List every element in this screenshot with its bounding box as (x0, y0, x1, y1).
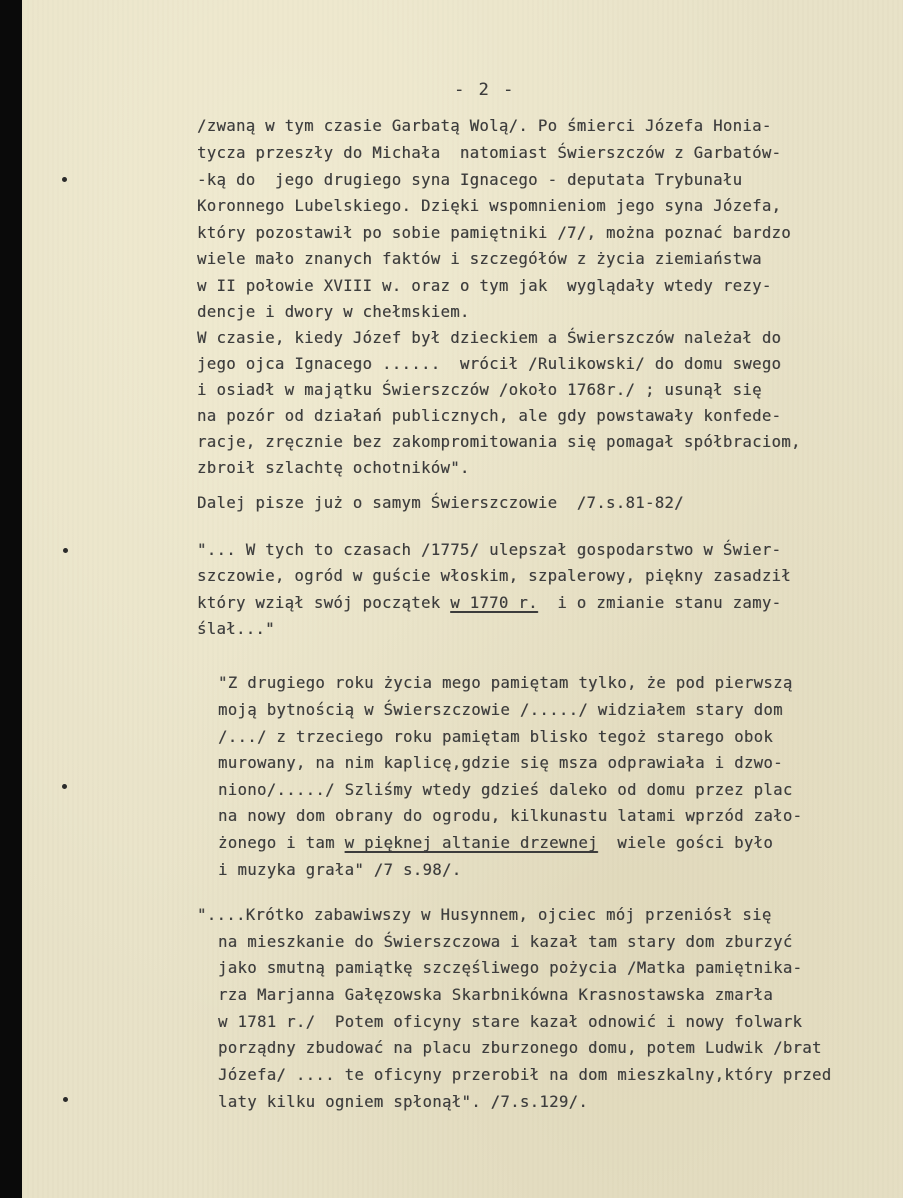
quote-line: "Z drugiego roku życia mego pamiętam tylko, że pod pierwszą (218, 674, 793, 692)
text-line: w II połowie XVIII w. oraz o tym jak wyglądały wtedy rezy- (197, 277, 772, 295)
quote-line: murowany, na nim kaplicę,gdzie się msza odprawiała i dzwo- (218, 754, 783, 772)
quote-line: ślał..." (197, 620, 275, 638)
quote-line-start: żonego i tam (218, 834, 345, 852)
quote-line: "... W tych to czasach /1775/ ulepszał gospodarstwo w Świer- (197, 541, 782, 559)
text-line: /zwaną w tym czasie Garbatą Wolą/. Po śmierci Józefa Honia- (197, 117, 772, 135)
quote-line: na mieszkanie do Świerszczowa i kazał tam stary dom zburzyć (218, 933, 793, 951)
text-line: i osiadł w majątku Świerszczów /około 1768r./ ; usunął się (197, 381, 762, 399)
quote-line (197, 596, 781, 612)
quote-line: laty kilku ogniem spłonął". /7.s.129/. (218, 1093, 589, 1111)
text-line: zbroił szlachtę ochotników". (197, 459, 470, 477)
quote-line: Józefa/ .... te oficyny przerobił na dom mieszkalny,który przed (218, 1066, 832, 1084)
text-line: który pozostawił po sobie pamiętniki /7/, można poznać bardzo (197, 224, 792, 242)
text-line: jego ojca Ignacego ...... wrócił /Rulikowski/ do domu swego (197, 355, 782, 373)
quote-line-start: który wziął swój początek (197, 594, 451, 612)
text-line: Dalej pisze już o samym Świerszczowie /7.s.81-82/ (197, 494, 684, 512)
text-line: Koronnego Lubelskiego. Dzięki wspomnieniom jego syna Józefa, (197, 197, 782, 215)
quote-line-end: wiele gości było (597, 834, 774, 852)
text-line: dencje i dwory w chełmskiem. (197, 303, 470, 321)
quote-line: szczowie, ogród w guście włoskim, szpalerowy, piękny zasadził (197, 567, 792, 585)
quote-line: i muzyka grała" /7 s.98/. (218, 861, 462, 879)
text-line: wiele mało znanych faktów i szczegółów z życia ziemiaństwa (197, 250, 762, 268)
text-line: tycza przeszły do Michała natomiast Świerszczów z Garbatów- (197, 144, 782, 162)
quote-line: na nowy dom obrany do ogrodu, kilkunastu latami wprzód zało- (218, 807, 803, 825)
quote-line (218, 836, 773, 852)
quote-line: /.../ z trzeciego roku pamiętam blisko tegoż starego obok (218, 728, 774, 746)
quote-line: jako smutną pamiątkę szczęśliwego pożycia /Matka pamiętnika- (218, 959, 803, 977)
underlined-phrase: w 1770 r. (450, 594, 538, 612)
underlined-phrase: w pięknej altanie drzewnej (344, 834, 598, 852)
quote-line: w 1781 r./ Potem oficyny stare kazał odnowić i nowy folwark (218, 1013, 803, 1031)
text-line: racje, zręcznie bez zakompromitowania się pomagał spółbraciom, (197, 433, 801, 451)
text-line: na pozór od działań publicznych, ale gdy powstawały konfede- (197, 407, 782, 425)
quote-line: rza Marjanna Gałęzowska Skarbnikówna Krasnostawska zmarła (218, 986, 774, 1004)
text-line: -ką do jego drugiego syna Ignacego - deputata Trybunału (197, 171, 743, 189)
document-text (22, 0, 903, 1111)
quote-line: moją bytnością w Świerszczowie /...../ widziałem stary dom (218, 701, 783, 719)
page-number: - 2 - (454, 80, 516, 100)
quote-line: niono/...../ Szliśmy wtedy gdzieś daleko od domu przez plac (218, 781, 793, 799)
typewritten-page (22, 0, 903, 1198)
margin-dot (63, 1097, 68, 1102)
text-line: W czasie, kiedy Józef był dzieckiem a Świerszczów należał do (197, 329, 782, 347)
quote-line-end: i o zmianie stanu zamy- (537, 594, 782, 612)
quote-line: "....Krótko zabawiwszy w Husynnem, ojciec mój przeniósł się (197, 906, 772, 924)
quote-line: porządny zbudować na placu zburzonego domu, potem Ludwik /brat (218, 1039, 822, 1057)
